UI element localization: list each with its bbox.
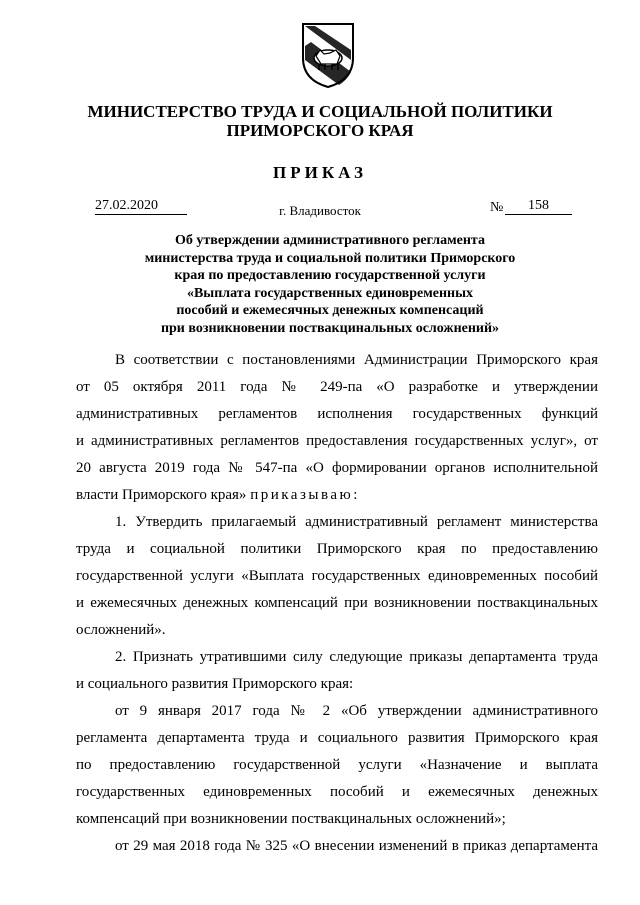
ministry-line-2: ПРИМОРСКОГО КРАЯ	[226, 121, 414, 140]
ministry-name	[0, 102, 640, 140]
body-line: от 9 января 2017 года № 2 «Об утверждении административного	[115, 703, 598, 719]
ministry-line-1: МИНИСТЕРСТВО ТРУДА И СОЦИАЛЬНОЙ ПОЛИТИКИ	[87, 102, 553, 121]
body-text: власти Приморского края»	[76, 487, 247, 503]
order-city: г. Владивосток	[279, 203, 361, 218]
body-line	[76, 486, 598, 504]
body-line: 20 августа 2019 года № 547-па «О формировании органов исполнительной	[76, 460, 598, 476]
body-line: и ежемесячных денежных компенсаций при возникновении поствакцинальных	[76, 595, 598, 611]
document-type-title: ПРИКАЗ	[273, 163, 367, 182]
body-line: по предоставлению государственной услуги «Назначение и выплата	[76, 757, 598, 773]
body-line: В соответствии с постановлениями Администрации Приморского края	[115, 352, 598, 368]
order-number: 158	[505, 198, 572, 215]
body-line: от 29 мая 2018 года № 325 «О внесении изменений в приказ департамента	[115, 838, 598, 854]
body-line: и административных регламентов предоставления государственных услуг», от	[76, 433, 598, 449]
subject-line: министерства труда и социальной политики Приморского	[144, 250, 516, 266]
subject-line: при возникновении поствакцинальных осложнений»	[160, 320, 500, 336]
body-line: административных регламентов исполнения государственных функций	[76, 406, 598, 422]
subject-line: Об утверждении административного регламента	[175, 233, 485, 248]
subject-line: «Выплата государственных единовременных	[186, 285, 474, 301]
body-line: труда и социальной политики Приморского края по предоставлению	[76, 541, 598, 557]
body-line: осложнений».	[76, 622, 166, 638]
body-line: регламента департамента труда и социального развития Приморского края	[76, 730, 598, 746]
body-line: 2. Признать утратившими силу следующие приказы департамента труда	[115, 649, 598, 665]
order-keyword: приказываю:	[250, 487, 360, 503]
body-line: 1. Утвердить прилагаемый административный регламент министерства	[115, 514, 598, 530]
body-line: от 05 октября 2011 года № 249-па «О разработке и утверждении	[76, 379, 598, 395]
order-number-label: №	[490, 200, 504, 215]
order-subject	[120, 232, 540, 338]
subject-line: края по предоставлению государственной услуги	[174, 268, 486, 284]
body-line: компенсаций при возникновении поствакцинальных осложнений»;	[76, 811, 506, 827]
order-date: 27.02.2020	[95, 198, 187, 215]
body-line: и социального развития Приморского края:	[76, 676, 354, 692]
body-line: государственных единовременных пособий и ежемесячных денежных	[76, 784, 598, 800]
coat-of-arms-emblem	[297, 20, 359, 90]
body-line: государственной услуги «Выплата государственных единовременных пособий	[76, 568, 598, 584]
subject-line: пособий и ежемесячных денежных компенсаций	[176, 303, 484, 319]
